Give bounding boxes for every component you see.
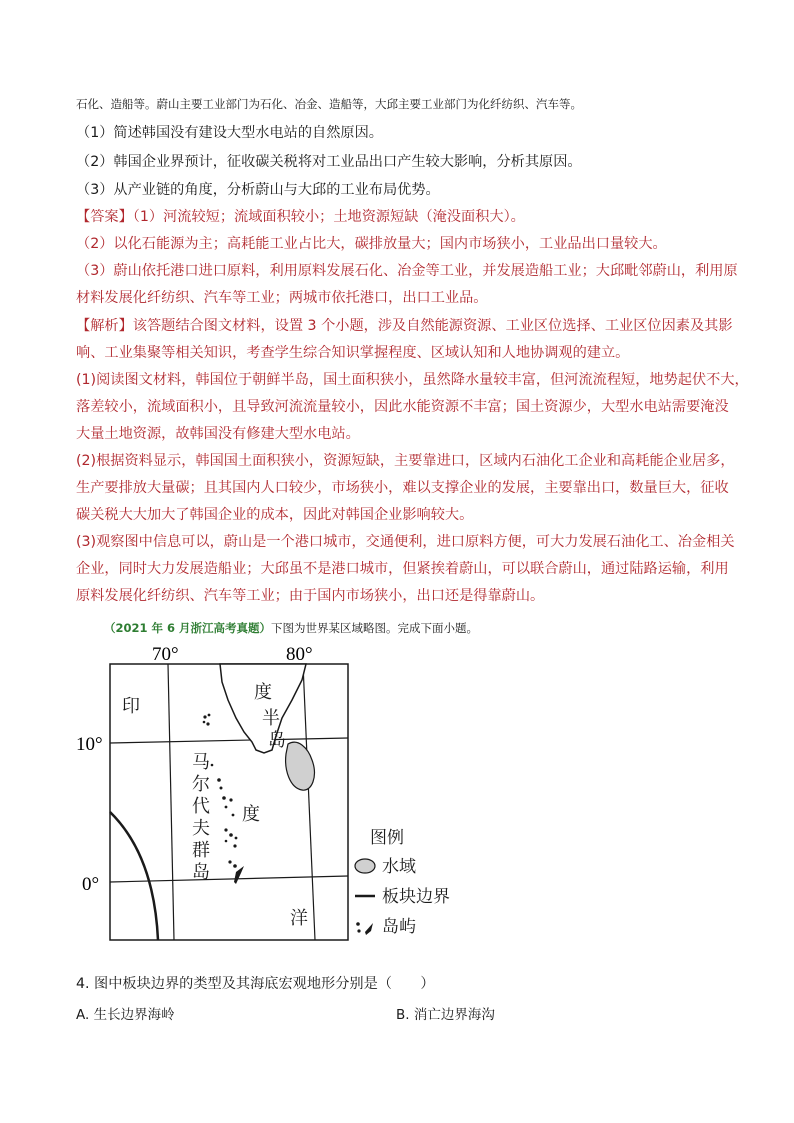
maldives-char-6: 岛 [192,862,210,883]
answer-line-3: （3）蔚山依托港口进口原料，利用原料发展石化、冶金等工业，并发展造船工业；大邱毗邻蔚山，利用原 [76,263,738,279]
exam-header [104,618,478,638]
analysis-line-3: (1)阅读图文材料，韩国位于朝鲜半岛，国土面积狭小，虽然降水量较丰富，但河流流程短，地势起伏不大， [76,372,749,388]
maldives-char-4: 夫 [192,818,210,839]
analysis-line-9: (3)观察图中信息可以，蔚山是一个港口城市，交通便利，进口原料方便，可大力发展石油化工、冶金相关 [76,534,735,550]
map-legend [355,828,450,937]
analysis-line-5: 大量土地资源，故韩国没有修建大型水电站。 [76,426,360,442]
map-frame [110,664,348,940]
label-ban: 半 [262,708,280,729]
answer-line-1 [76,207,525,227]
option-b: B. 消亡边界海沟 [396,1007,495,1023]
question-2: （2）韩国企业界预计，征收碳关税将对工业品出口产生较大影响，分析其原因。 [76,154,582,170]
maldives-char-2: 尔 [192,774,210,795]
question-4: 4. 图中板块边界的类型及其海底宏观地形分别是（ ） [76,976,435,992]
maldives-char-3: 代 [192,796,210,817]
label-dao-peninsula: 岛 [268,730,286,751]
question-3: （3）从产业链的角度，分析蔚山与大邱的工业布局优势。 [76,182,440,198]
answer-line-2: （2）以化石能源为主；高耗能工业占比大，碳排放量大；国内市场狭小，工业品出口量较大。 [76,236,667,252]
maldives-char-5: 群 [192,840,210,861]
lon-80-label: 80° [286,644,313,665]
question-1: （1）简述韩国没有建设大型水电站的自然原因。 [76,125,383,141]
legend-water-swatch [355,859,375,873]
label-yang: 洋 [290,908,308,929]
answer-line-4: 材料发展化纤纺织、汽车等工业；两城市依托港口，出口工业品。 [76,290,488,306]
analysis-tag: 【解析】 [76,318,133,334]
exam-prompt: 下图为世界某区域略图。完成下面小题。 [271,621,479,635]
answer-text-1: （1）河流较短；流域面积较小；土地资源短缺（淹没面积大）。 [132,209,525,225]
legend-water: 水域 [382,857,416,877]
lat-0-label: 0° [82,874,100,895]
label-du-peninsula: 度 [254,682,272,703]
option-a: A. 生长边界海岭 [76,1007,175,1023]
analysis-line-8: 碳关税大大加大了韩国企业的成本，因此对韩国企业影响较大。 [76,507,474,523]
legend-boundary: 板块边界 [382,887,450,907]
analysis-line-10: 企业，同时大力发展造船业；大邱虽不是港口城市，但紧挨着蔚山，可以联合蔚山，通过陆路运输，利用 [76,561,729,577]
intro-line: 石化、造船等。蔚山主要工业部门为石化、冶金、造船等，大邱主要工业部门为化纤纺织、汽车等。 [76,97,582,111]
analysis-line-6: (2)根据资料显示，韩国国土面积狭小，资源短缺，主要靠进口，区域内石油化工企业和高耗能企业居多， [76,453,735,469]
lat-10-label: 10° [76,734,103,755]
analysis-line-7: 生产要排放大量碳；且其国内人口较少，市场狭小，难以支撑企业的发展，主要靠出口，数量巨大，征收 [76,480,729,496]
lon-70-label: 70° [152,644,179,665]
region-map [76,640,476,944]
analysis-line-2: 响、工业集聚等相关知识，考查学生综合知识掌握程度、区域认知和人地协调观的建立。 [76,345,630,361]
analysis-text-1: 该答题结合图文材料，设置 3 个小题，涉及自然能源资源、工业区位选择、工业区位因素及其影 [132,318,733,334]
exam-source: （2021 年 6 月浙江高考真题） [104,621,272,635]
legend-island: 岛屿 [382,917,416,937]
analysis-line-4: 落差较小，流域面积小，且导致河流流量较小，因此水能资源不丰富；国土资源少，大型水电站需要淹没 [76,399,729,415]
analysis-line-1 [76,316,733,336]
answer-tag: 【答案】 [76,209,133,225]
label-yin: 印 [122,696,140,717]
legend-island-swatch [356,922,373,935]
maldives-char-1: 马 [192,752,210,773]
analysis-line-11: 原料发展化纤纺织、汽车等工业；由于国内市场狭小，出口还是得靠蔚山。 [76,588,545,604]
label-du-ocean: 度 [242,804,260,825]
legend-title: 图例 [370,828,404,848]
